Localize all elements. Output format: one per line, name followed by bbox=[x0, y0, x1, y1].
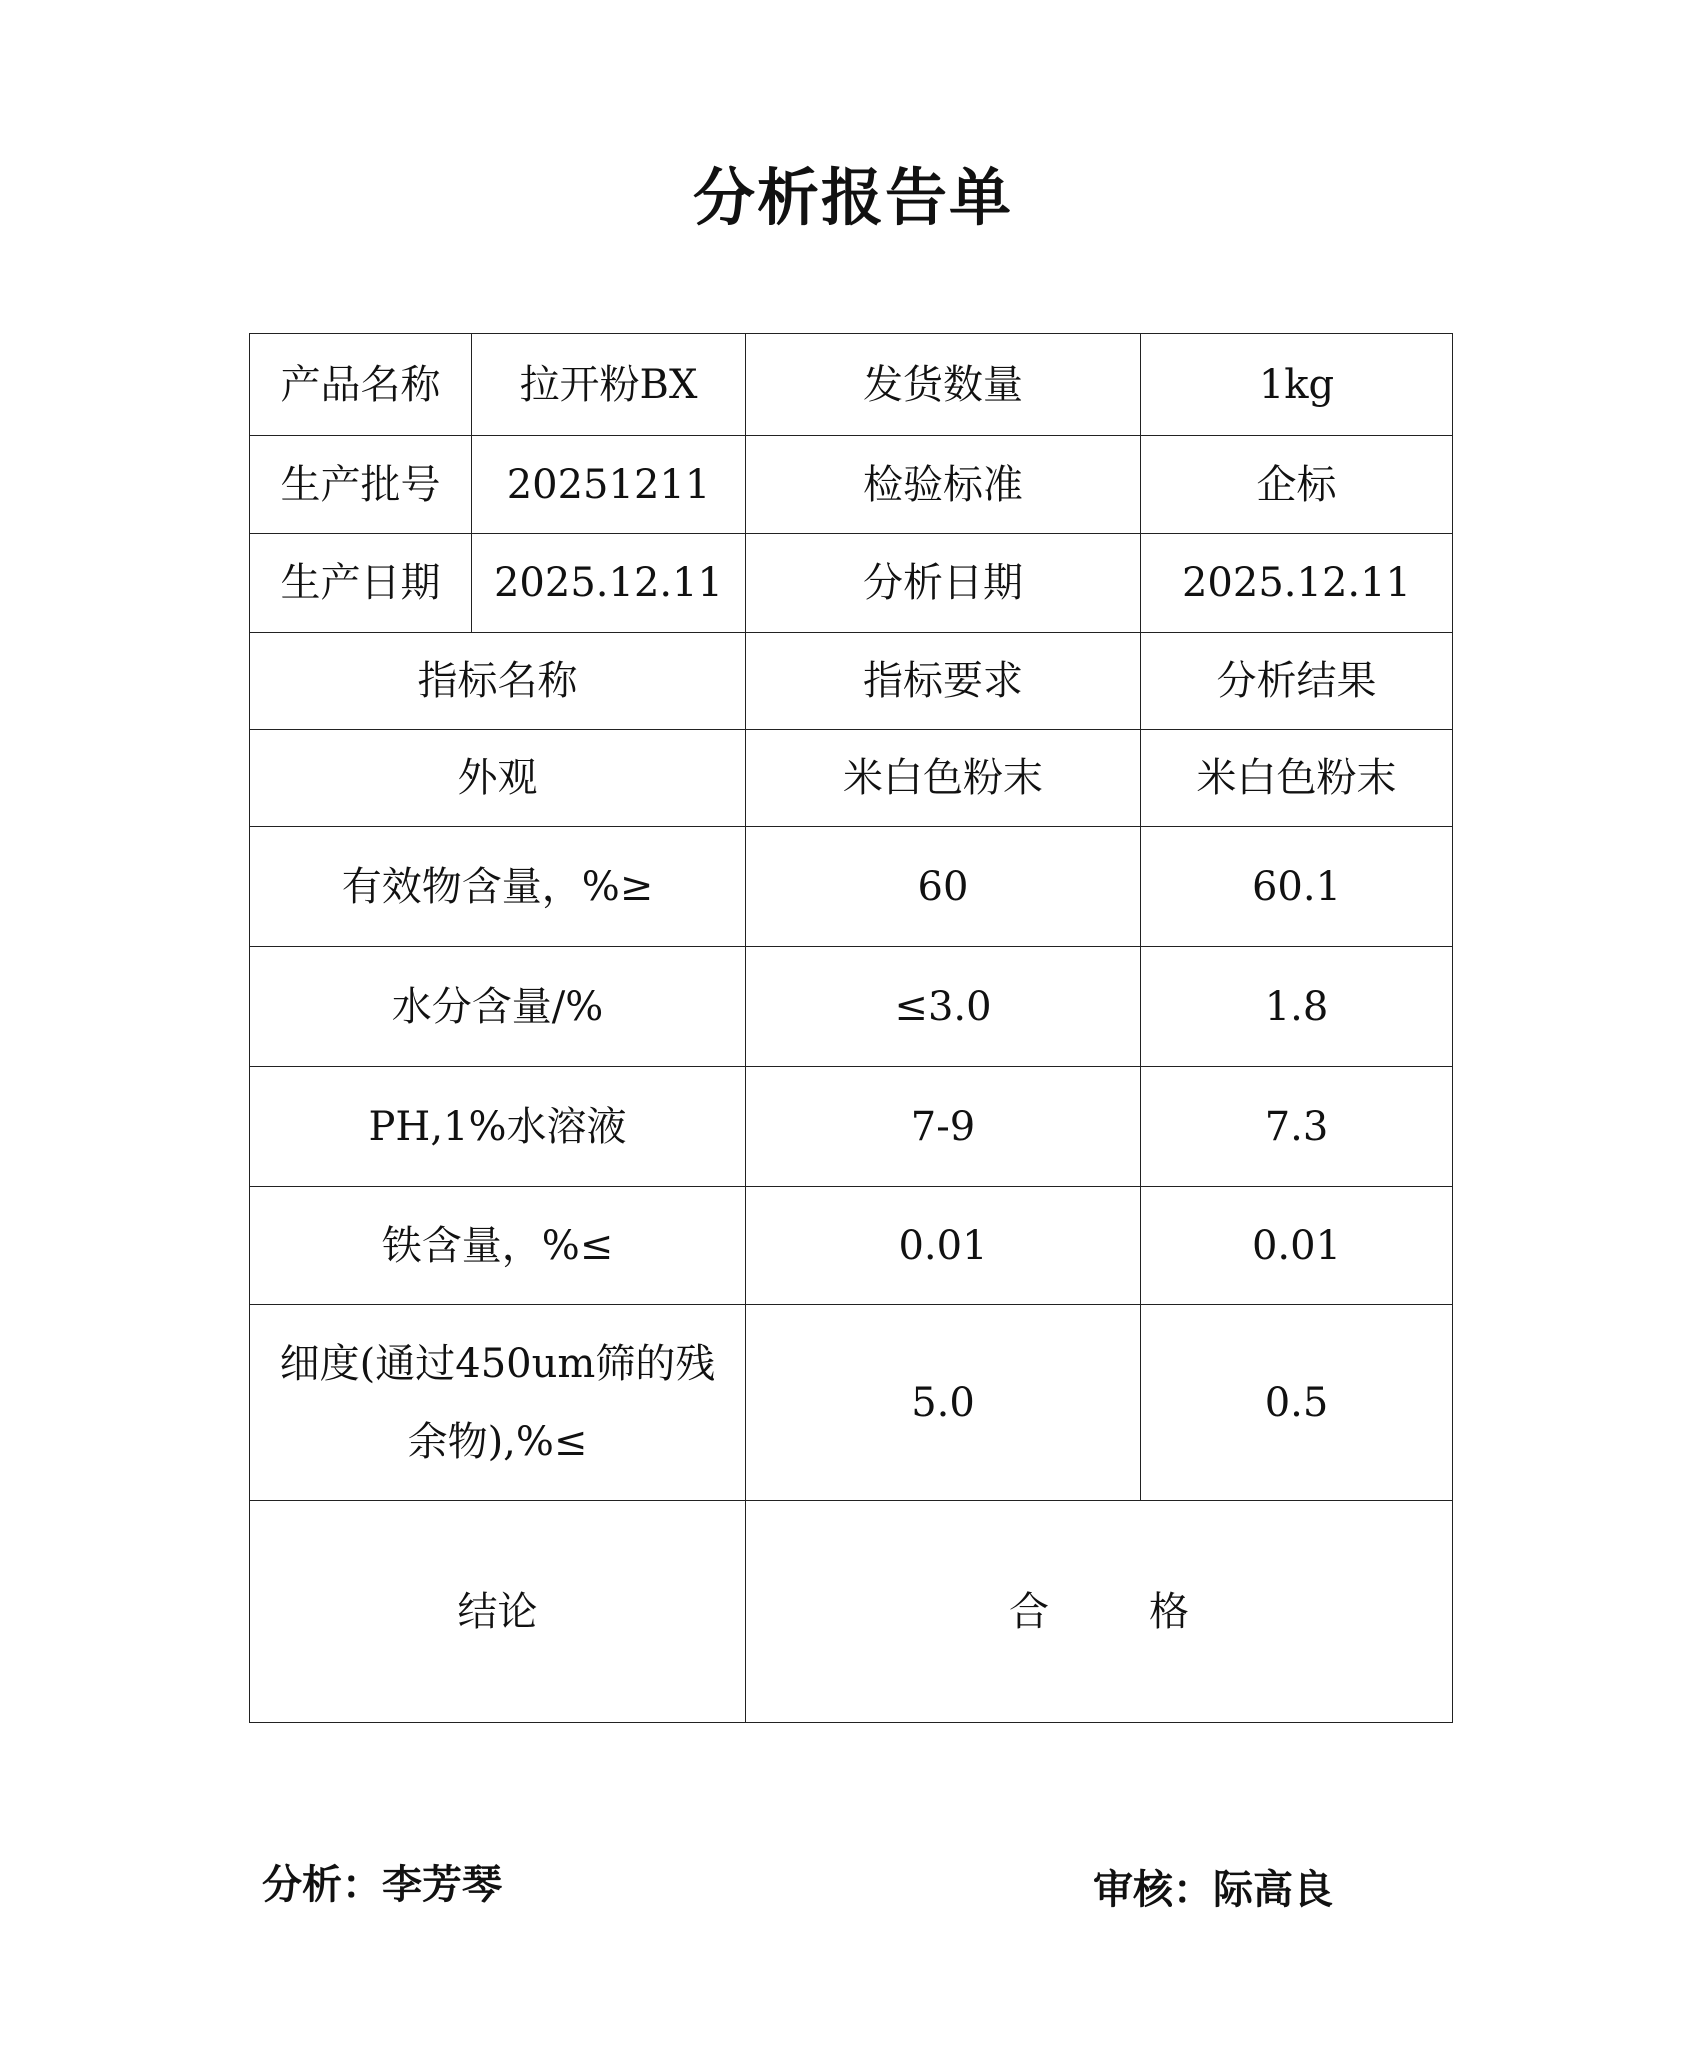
item-requirement: ≤3.0 bbox=[746, 947, 1141, 1067]
item-name bbox=[250, 1305, 746, 1501]
item-name-line1: 细度(通过450um筛的残 bbox=[279, 1340, 716, 1387]
production-date-value: 2025.12.11 bbox=[472, 534, 746, 633]
item-name: 水分含量/% bbox=[250, 947, 746, 1067]
production-date-label: 生产日期 bbox=[250, 534, 472, 633]
item-name: 铁含量，%≤ bbox=[250, 1187, 746, 1305]
item-name: PH,1%水溶液 bbox=[250, 1067, 746, 1187]
analysis-date-value: 2025.12.11 bbox=[1141, 534, 1453, 633]
item-requirement: 0.01 bbox=[746, 1187, 1141, 1305]
item-requirement: 米白色粉末 bbox=[746, 730, 1141, 827]
analysis-date-label: 分析日期 bbox=[746, 534, 1141, 633]
item-row-ph bbox=[250, 1067, 1453, 1187]
item-result: 1.8 bbox=[1141, 947, 1453, 1067]
product-name-label: 产品名称 bbox=[250, 334, 472, 436]
inspection-standard-label: 检验标准 bbox=[746, 436, 1141, 534]
reviewer-signature bbox=[1093, 1858, 1333, 1915]
batch-number-value: 20251211 bbox=[472, 436, 746, 534]
shipment-quantity-label: 发货数量 bbox=[746, 334, 1141, 436]
item-requirement: 5.0 bbox=[746, 1305, 1141, 1501]
info-row-batch bbox=[250, 436, 1453, 534]
item-name: 有效物含量，%≥ bbox=[250, 827, 746, 947]
header-result: 分析结果 bbox=[1141, 633, 1453, 730]
item-row-fineness bbox=[250, 1305, 1453, 1501]
analyst-label: 分析： bbox=[262, 1862, 382, 1908]
product-name-value: 拉开粉BX bbox=[472, 334, 746, 436]
analyst-signature bbox=[262, 1853, 502, 1910]
conclusion-row bbox=[250, 1501, 1453, 1723]
item-result: 米白色粉末 bbox=[1141, 730, 1453, 827]
items-header-row bbox=[250, 633, 1453, 730]
analyst-name: 李芳琴 bbox=[382, 1862, 502, 1908]
item-result: 60.1 bbox=[1141, 827, 1453, 947]
item-result: 7.3 bbox=[1141, 1067, 1453, 1187]
item-result: 0.5 bbox=[1141, 1305, 1453, 1501]
item-requirement: 60 bbox=[746, 827, 1141, 947]
info-row-product bbox=[250, 334, 1453, 436]
batch-number-label: 生产批号 bbox=[250, 436, 472, 534]
header-requirement: 指标要求 bbox=[746, 633, 1141, 730]
inspection-standard-value: 企标 bbox=[1141, 436, 1453, 534]
item-name: 外观 bbox=[250, 730, 746, 827]
item-name-line2: 余物),%≤ bbox=[407, 1418, 588, 1465]
conclusion-label: 结论 bbox=[250, 1501, 746, 1723]
shipment-quantity-value: 1kg bbox=[1141, 334, 1453, 436]
item-row-appearance bbox=[250, 730, 1453, 827]
item-requirement: 7-9 bbox=[746, 1067, 1141, 1187]
reviewer-name: 际高良 bbox=[1213, 1867, 1333, 1913]
conclusion-char-1: 合 bbox=[1009, 1588, 1049, 1635]
item-row-moisture bbox=[250, 947, 1453, 1067]
conclusion-char-2: 格 bbox=[1149, 1588, 1189, 1635]
item-row-iron bbox=[250, 1187, 1453, 1305]
item-row-active-content bbox=[250, 827, 1453, 947]
report-table bbox=[249, 333, 1453, 1723]
header-item-name: 指标名称 bbox=[250, 633, 746, 730]
item-result: 0.01 bbox=[1141, 1187, 1453, 1305]
info-row-dates bbox=[250, 534, 1453, 633]
reviewer-label: 审核： bbox=[1093, 1867, 1213, 1913]
report-title: 分析报告单 bbox=[692, 161, 1013, 234]
conclusion-value bbox=[746, 1501, 1453, 1723]
